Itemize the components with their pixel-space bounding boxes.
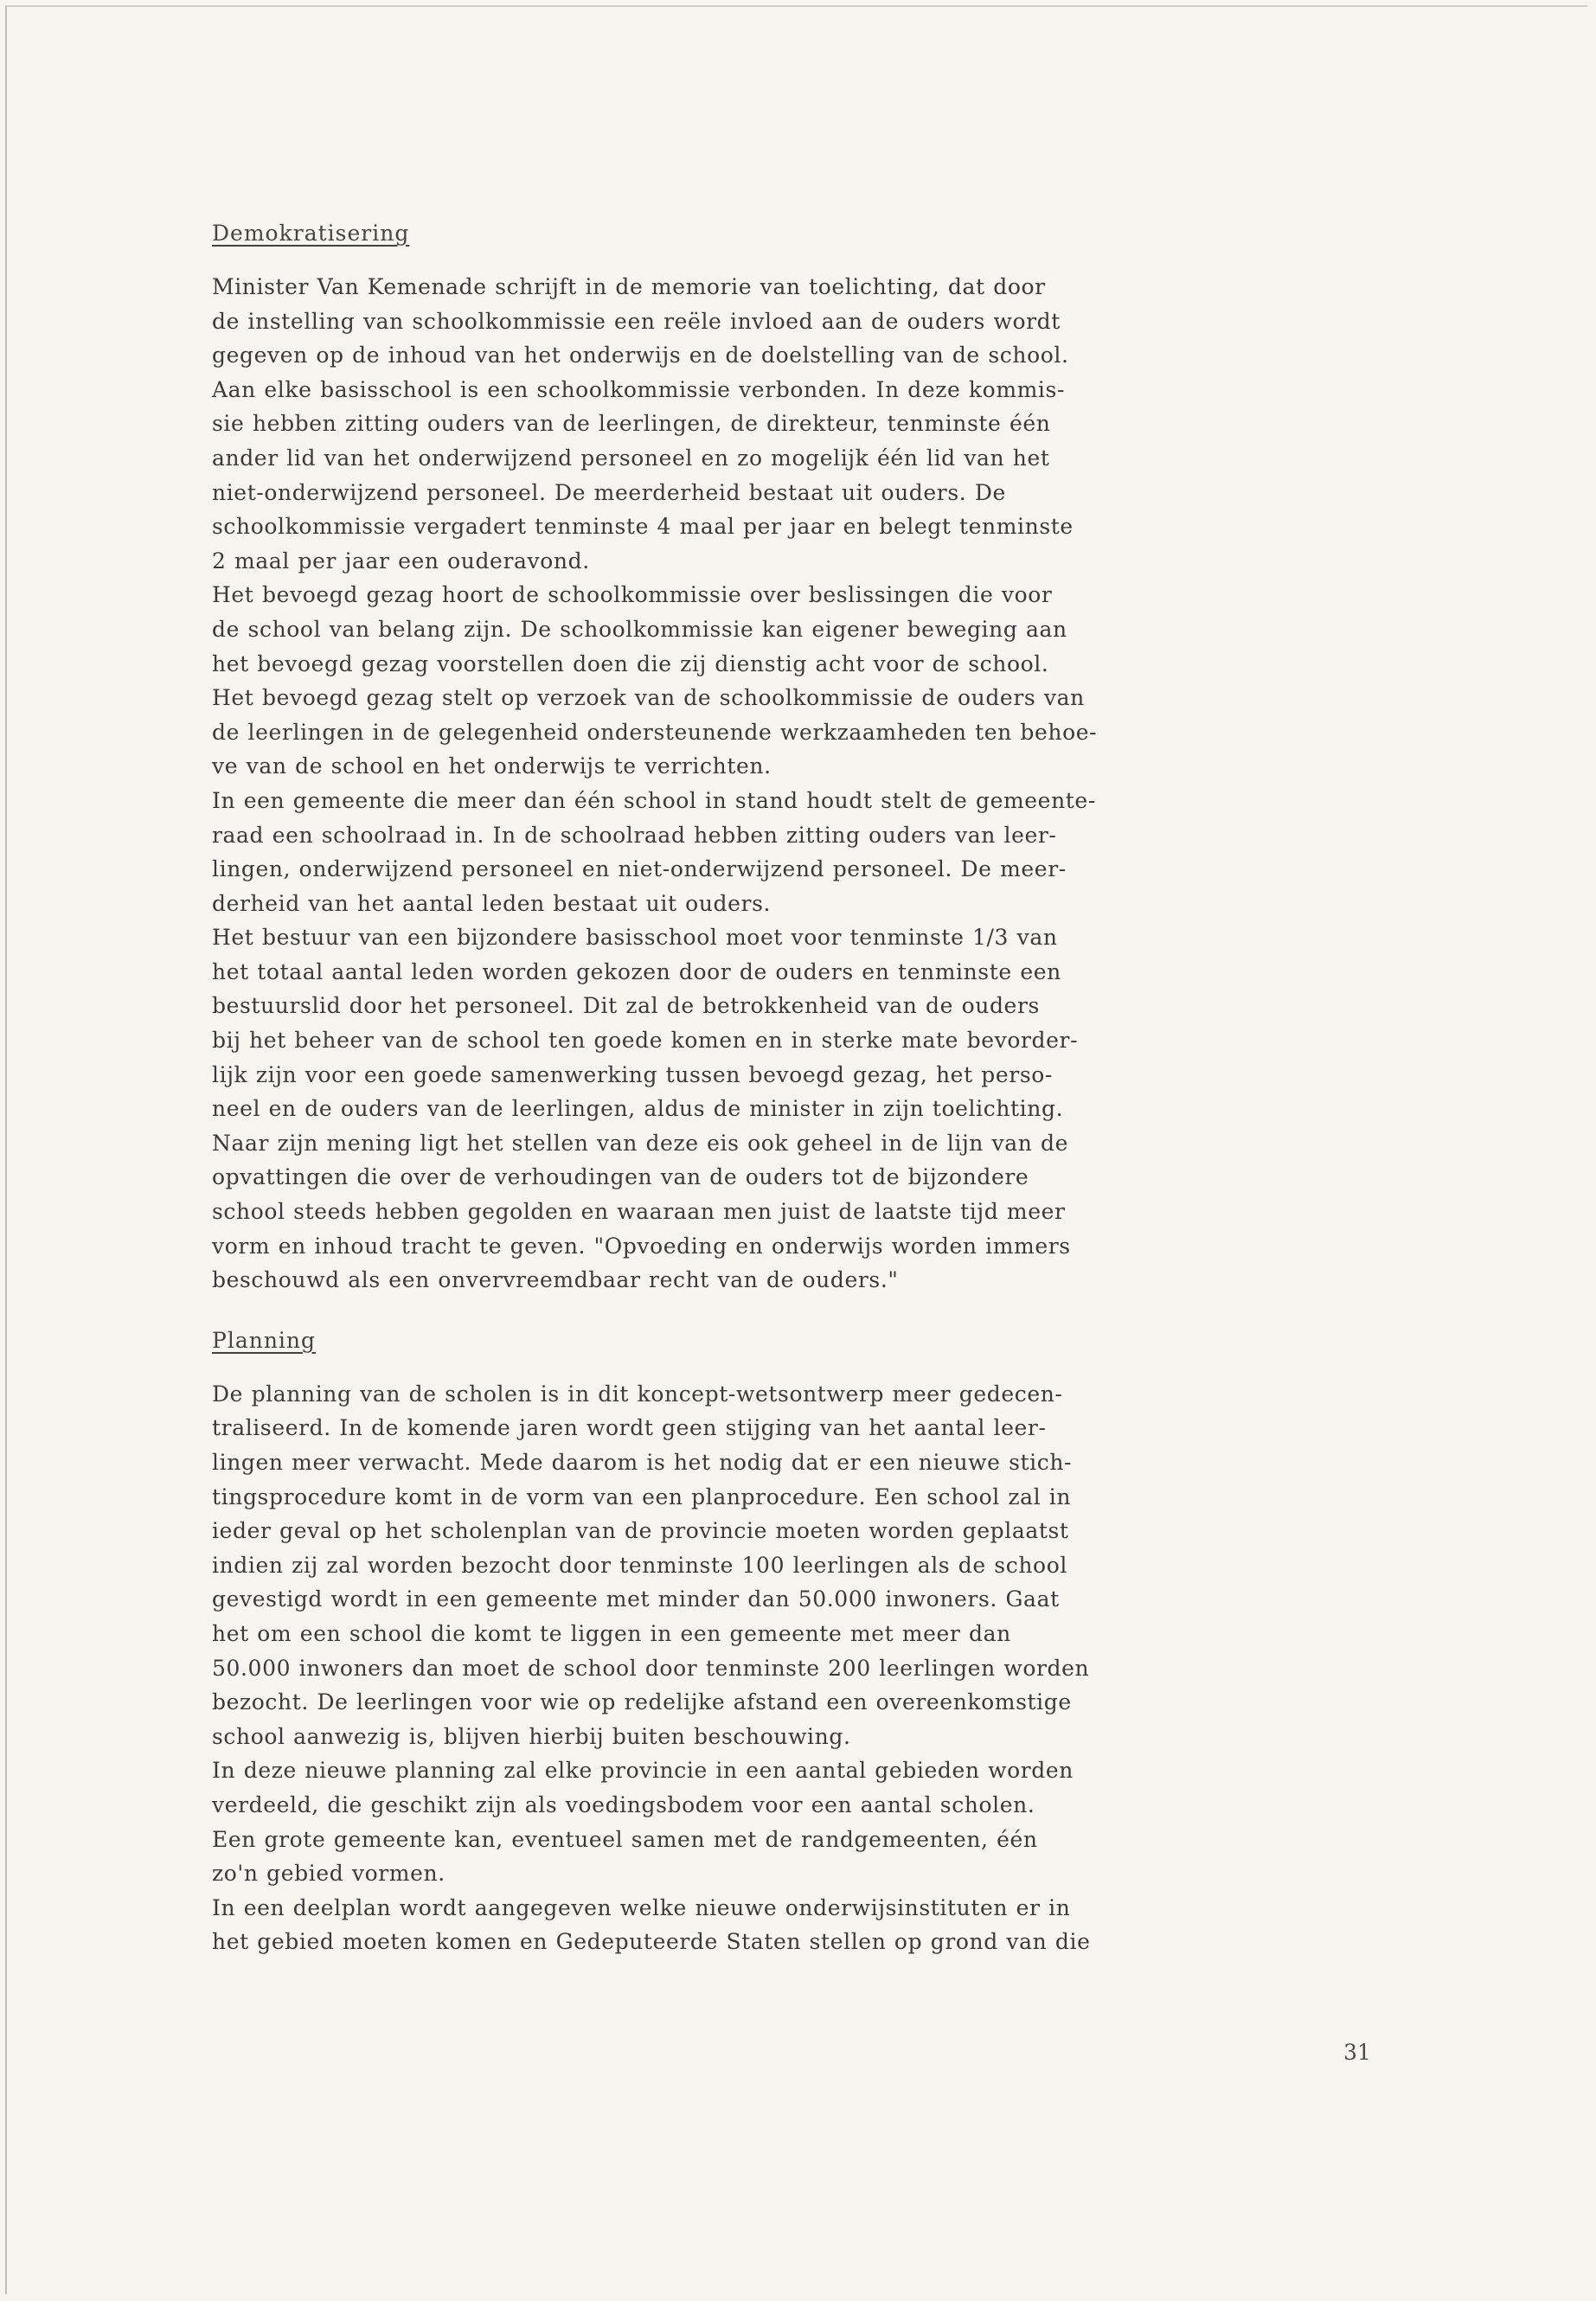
text-line: vorm en inhoud tracht te geven. "Opvoeding en onderwijs worden immers <box>212 1233 1071 1259</box>
text-line: Naar zijn mening ligt het stellen van deze eis ook geheel in de lijn van de <box>212 1130 1069 1156</box>
text-line: zo'n gebied vormen. <box>212 1861 445 1887</box>
section-planning <box>212 1324 1380 1959</box>
text-line: de school van belang zijn. De schoolkommissie kan eigener beweging aan <box>212 616 1067 642</box>
text-line: gevestigd wordt in een gemeente met minder dan 50.000 inwoners. Gaat <box>212 1586 1060 1612</box>
text-line: traliseerd. In de komende jaren wordt geen stijging van het aantal leer- <box>212 1415 1047 1441</box>
text-line: Het bevoegd gezag stelt op verzoek van de schoolkommissie de ouders van <box>212 685 1085 711</box>
section-text <box>212 270 1380 1298</box>
text-line: Het bevoegd gezag hoort de schoolkommissie over beslissingen die voor <box>212 582 1053 608</box>
text-line: ieder geval op het scholenplan van de provincie moeten worden geplaatst <box>212 1518 1069 1544</box>
section-spacer <box>212 1298 1380 1324</box>
section-heading: Planning <box>212 1327 317 1353</box>
text-line: De planning van de scholen is in dit koncept-wetsontwerp meer gedecen- <box>212 1381 1063 1407</box>
text-line: Het bestuur van een bijzondere basisschool moet voor tenminste 1/3 van <box>212 925 1058 951</box>
text-line: neel en de ouders van de leerlingen, aldus de minister in zijn toelichting. <box>212 1096 1064 1122</box>
text-line: sie hebben zitting ouders van de leerlingen, de direkteur, tenminste één <box>212 411 1051 437</box>
text-line: school steeds hebben gegolden en waaraan men juist de laatste tijd meer <box>212 1199 1066 1225</box>
text-line: In een deelplan wordt aangegeven welke nieuwe onderwijsinstituten er in <box>212 1894 1071 1920</box>
text-line: opvattingen die over de verhoudingen van de ouders tot de bijzondere <box>212 1164 1029 1190</box>
text-line: verdeeld, die geschikt zijn als voedingsbodem voor een aantal scholen. <box>212 1791 1035 1817</box>
section-heading: Demokratisering <box>212 221 410 246</box>
text-line: lijk zijn voor een goede samenwerking tussen bevoegd gezag, het perso- <box>212 1061 1053 1087</box>
text-line: het gebied moeten komen en Gedeputeerde Staten stellen op grond van die <box>212 1929 1091 1955</box>
text-line: 50.000 inwoners dan moet de school door tenminste 200 leerlingen worden <box>212 1655 1090 1681</box>
text-line: bestuurslid door het personeel. Dit zal de betrokkenheid van de ouders <box>212 993 1040 1019</box>
text-line: de instelling van schoolkommissie een reële invloed aan de ouders wordt <box>212 308 1061 334</box>
document-body <box>212 216 1380 1959</box>
text-line: In deze nieuwe planning zal elke provincie in een aantal gebieden worden <box>212 1758 1074 1784</box>
text-line: schoolkommissie vergadert tenminste 4 maal per jaar en belegt tenminste <box>212 514 1074 540</box>
text-line: lingen, onderwijzend personeel en niet-onderwijzend personeel. De meer- <box>212 856 1067 882</box>
text-line: lingen meer verwacht. Mede daarom is het nodig dat er een nieuwe stich- <box>212 1450 1073 1475</box>
text-line: tingsprocedure komt in de vorm van een planprocedure. Een school zal in <box>212 1484 1072 1509</box>
text-line: Aan elke basisschool is een schoolkommissie verbonden. In deze kommis- <box>212 376 1066 402</box>
text-line: ander lid van het onderwijzend personeel en zo mogelijk één lid van het <box>212 445 1050 471</box>
text-line: het bevoegd gezag voorstellen doen die zij dienstig acht voor de school. <box>212 651 1049 676</box>
text-line: het totaal aantal leden worden gekozen door de ouders en tenminste een <box>212 958 1061 984</box>
text-line: bezocht. De leerlingen voor wie op redelijke afstand een overeenkomstige <box>212 1689 1072 1715</box>
text-line: niet-onderwijzend personeel. De meerderheid bestaat uit ouders. De <box>212 479 1006 505</box>
text-line: het om een school die komt te liggen in een gemeente met meer dan <box>212 1620 1011 1646</box>
section-demokratisering <box>212 216 1380 1298</box>
text-line: de leerlingen in de gelegenheid ondersteunende werkzaamheden ten behoe- <box>212 719 1098 745</box>
text-line: raad een schoolraad in. In de schoolraad hebben zitting ouders van leer- <box>212 822 1057 848</box>
text-line: school aanwezig is, blijven hierbij buiten beschouwing. <box>212 1723 851 1749</box>
section-text <box>212 1377 1380 1959</box>
text-line: Een grote gemeente kan, eventueel samen met de randgemeenten, één <box>212 1826 1038 1852</box>
text-line: 2 maal per jaar een ouderavond. <box>212 548 590 574</box>
text-line: indien zij zal worden bezocht door tenminste 100 leerlingen als de school <box>212 1552 1067 1578</box>
text-line: gegeven op de inhoud van het onderwijs en de doelstelling van de school. <box>212 343 1069 369</box>
text-line: In een gemeente die meer dan één school in stand houdt stelt de gemeente- <box>212 787 1096 813</box>
text-line: bij het beheer van de school ten goede komen en in sterke mate bevorder- <box>212 1028 1079 1054</box>
page-number: 31 <box>1343 2040 1371 2065</box>
text-line: derheid van het aantal leden bestaat uit ouders. <box>212 890 772 916</box>
text-line: Minister Van Kemenade schrijft in de memorie van toelichting, dat door <box>212 274 1046 299</box>
text-line: beschouwd als een onvervreemdbaar recht van de ouders." <box>212 1267 899 1293</box>
text-line: ve van de school en het onderwijs te verrichten. <box>212 753 772 779</box>
